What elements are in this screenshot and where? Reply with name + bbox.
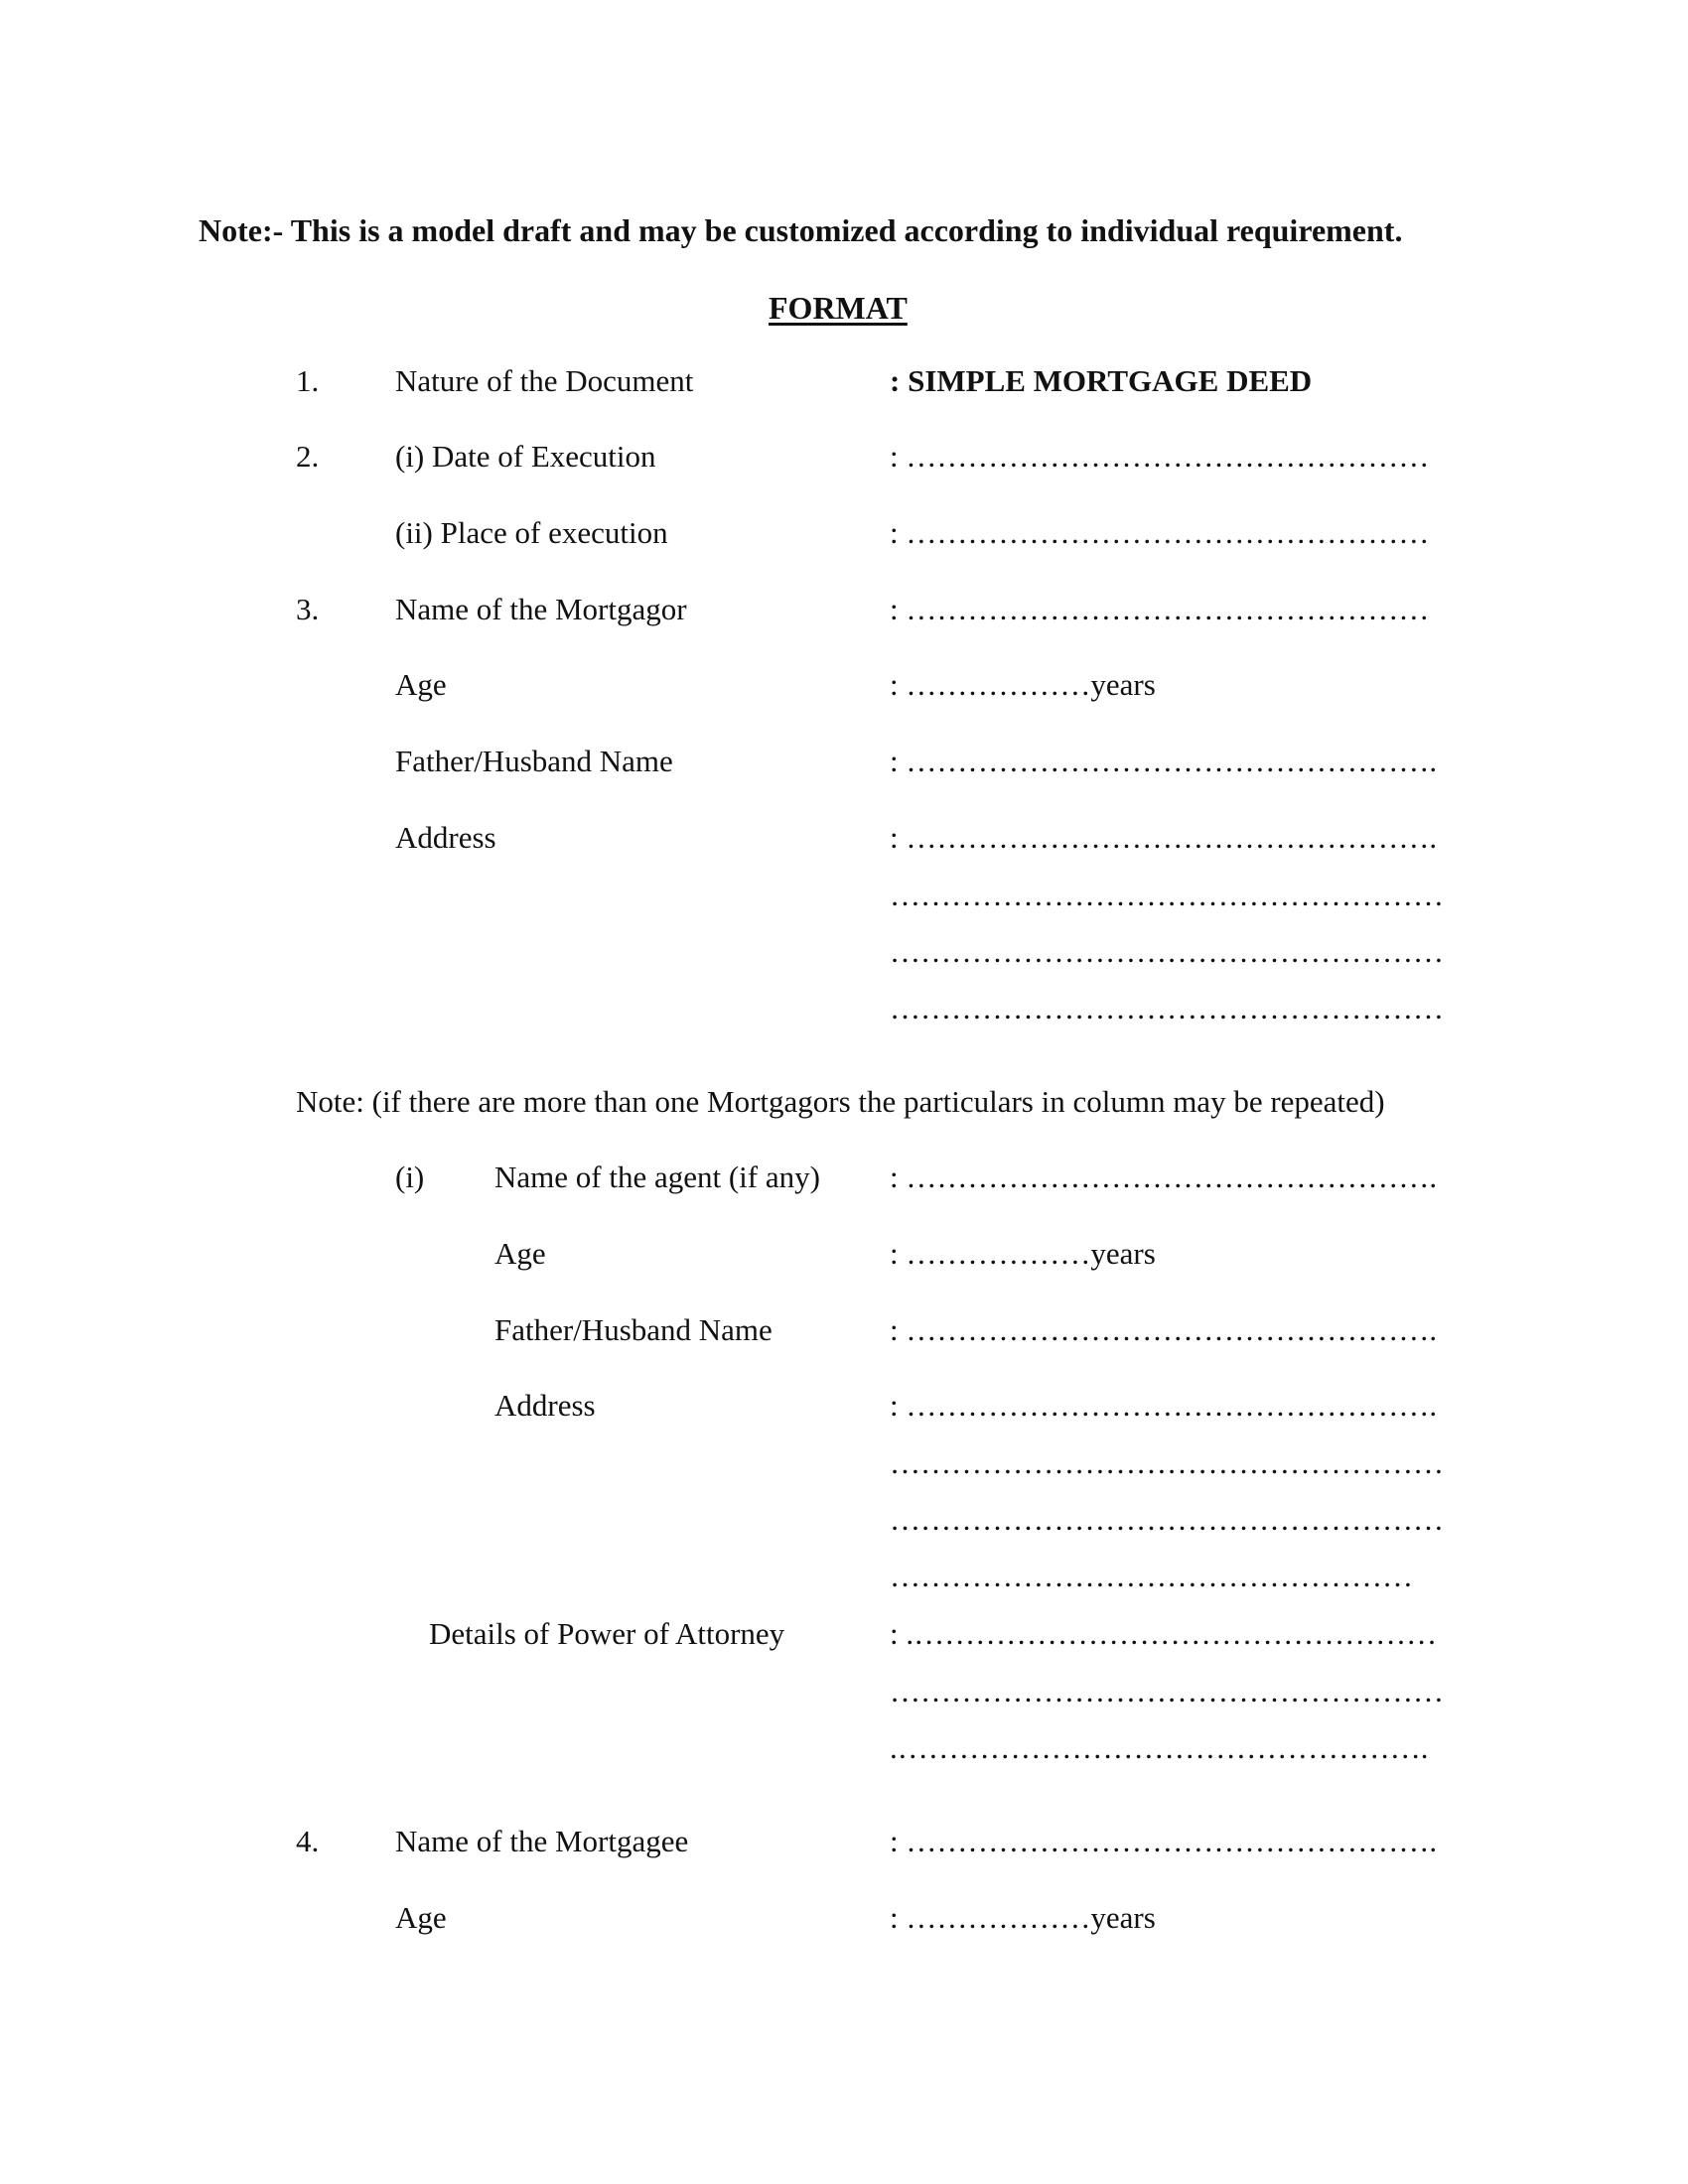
mortgagor-name-label: Name of the Mortgagor <box>395 592 687 626</box>
item-number-3: 3. <box>296 592 320 626</box>
agent-name-field[interactable]: : ……………………………………………. <box>890 1160 1438 1194</box>
power-of-attorney-line-3[interactable]: .……………………………………………. <box>890 1730 1429 1765</box>
nature-of-document-label: Nature of the Document <box>395 363 694 398</box>
mortgagor-address-line-3[interactable]: ……………………………………………… <box>890 934 1444 969</box>
mortgagee-name-field[interactable]: : ……………………………………………. <box>890 1824 1438 1858</box>
power-of-attorney-label: Details of Power of Attorney <box>429 1616 785 1651</box>
agent-address-line-4[interactable]: …………………………………………… <box>890 1559 1413 1593</box>
place-of-execution-field[interactable]: : …………………………………………… <box>890 515 1430 550</box>
place-of-execution-label: (ii) Place of execution <box>395 515 668 550</box>
agent-address-label: Address <box>494 1388 596 1423</box>
mortgagors-repeat-note: Note: (if there are more than one Mortgagors the particulars in column may be repeated) <box>296 1084 1385 1119</box>
agent-address-field[interactable]: : ……………………………………………. <box>890 1388 1438 1423</box>
mortgagor-address-label: Address <box>395 820 496 855</box>
mortgagee-age-field[interactable]: : ………………years <box>890 1900 1156 1935</box>
draft-note: Note:- This is a model draft and may be customized according to individual requirement. <box>199 212 1403 248</box>
mortgagor-address-line-2[interactable]: ……………………………………………… <box>890 878 1444 912</box>
nature-of-document-value: : SIMPLE MORTGAGE DEED <box>890 363 1313 398</box>
agent-address-line-2[interactable]: ……………………………………………… <box>890 1445 1444 1480</box>
mortgagee-name-label: Name of the Mortgagee <box>395 1824 689 1858</box>
date-of-execution-field[interactable]: : …………………………………………… <box>890 439 1430 474</box>
page-title: FORMAT <box>769 290 908 326</box>
agent-father-husband-label: Father/Husband Name <box>494 1312 773 1347</box>
agent-age-field[interactable]: : ………………years <box>890 1236 1156 1271</box>
mortgagee-age-label: Age <box>395 1900 447 1935</box>
item-number-2: 2. <box>296 439 320 474</box>
mortgagor-name-field[interactable]: : …………………………………………… <box>890 592 1430 626</box>
agent-father-husband-field[interactable]: : ……………………………………………. <box>890 1312 1438 1347</box>
agent-item-number: (i) <box>395 1160 425 1194</box>
power-of-attorney-field[interactable]: : .…………………………………………… <box>890 1616 1438 1651</box>
agent-name-label: Name of the agent (if any) <box>494 1160 820 1194</box>
mortgagor-father-husband-field[interactable]: : ……………………………………………. <box>890 744 1438 778</box>
agent-address-line-3[interactable]: ……………………………………………… <box>890 1502 1444 1537</box>
item-number-4: 4. <box>296 1824 320 1858</box>
agent-age-label: Age <box>494 1236 546 1271</box>
mortgagor-age-field[interactable]: : ………………years <box>890 667 1156 702</box>
item-number-1: 1. <box>296 363 320 398</box>
mortgagor-address-field[interactable]: : ……………………………………………. <box>890 820 1438 855</box>
mortgagor-address-line-4[interactable]: ……………………………………………… <box>890 991 1444 1025</box>
power-of-attorney-line-2[interactable]: ……………………………………………… <box>890 1674 1444 1708</box>
mortgagor-age-label: Age <box>395 667 447 702</box>
date-of-execution-label: (i) Date of Execution <box>395 439 656 474</box>
mortgagor-father-husband-label: Father/Husband Name <box>395 744 673 778</box>
